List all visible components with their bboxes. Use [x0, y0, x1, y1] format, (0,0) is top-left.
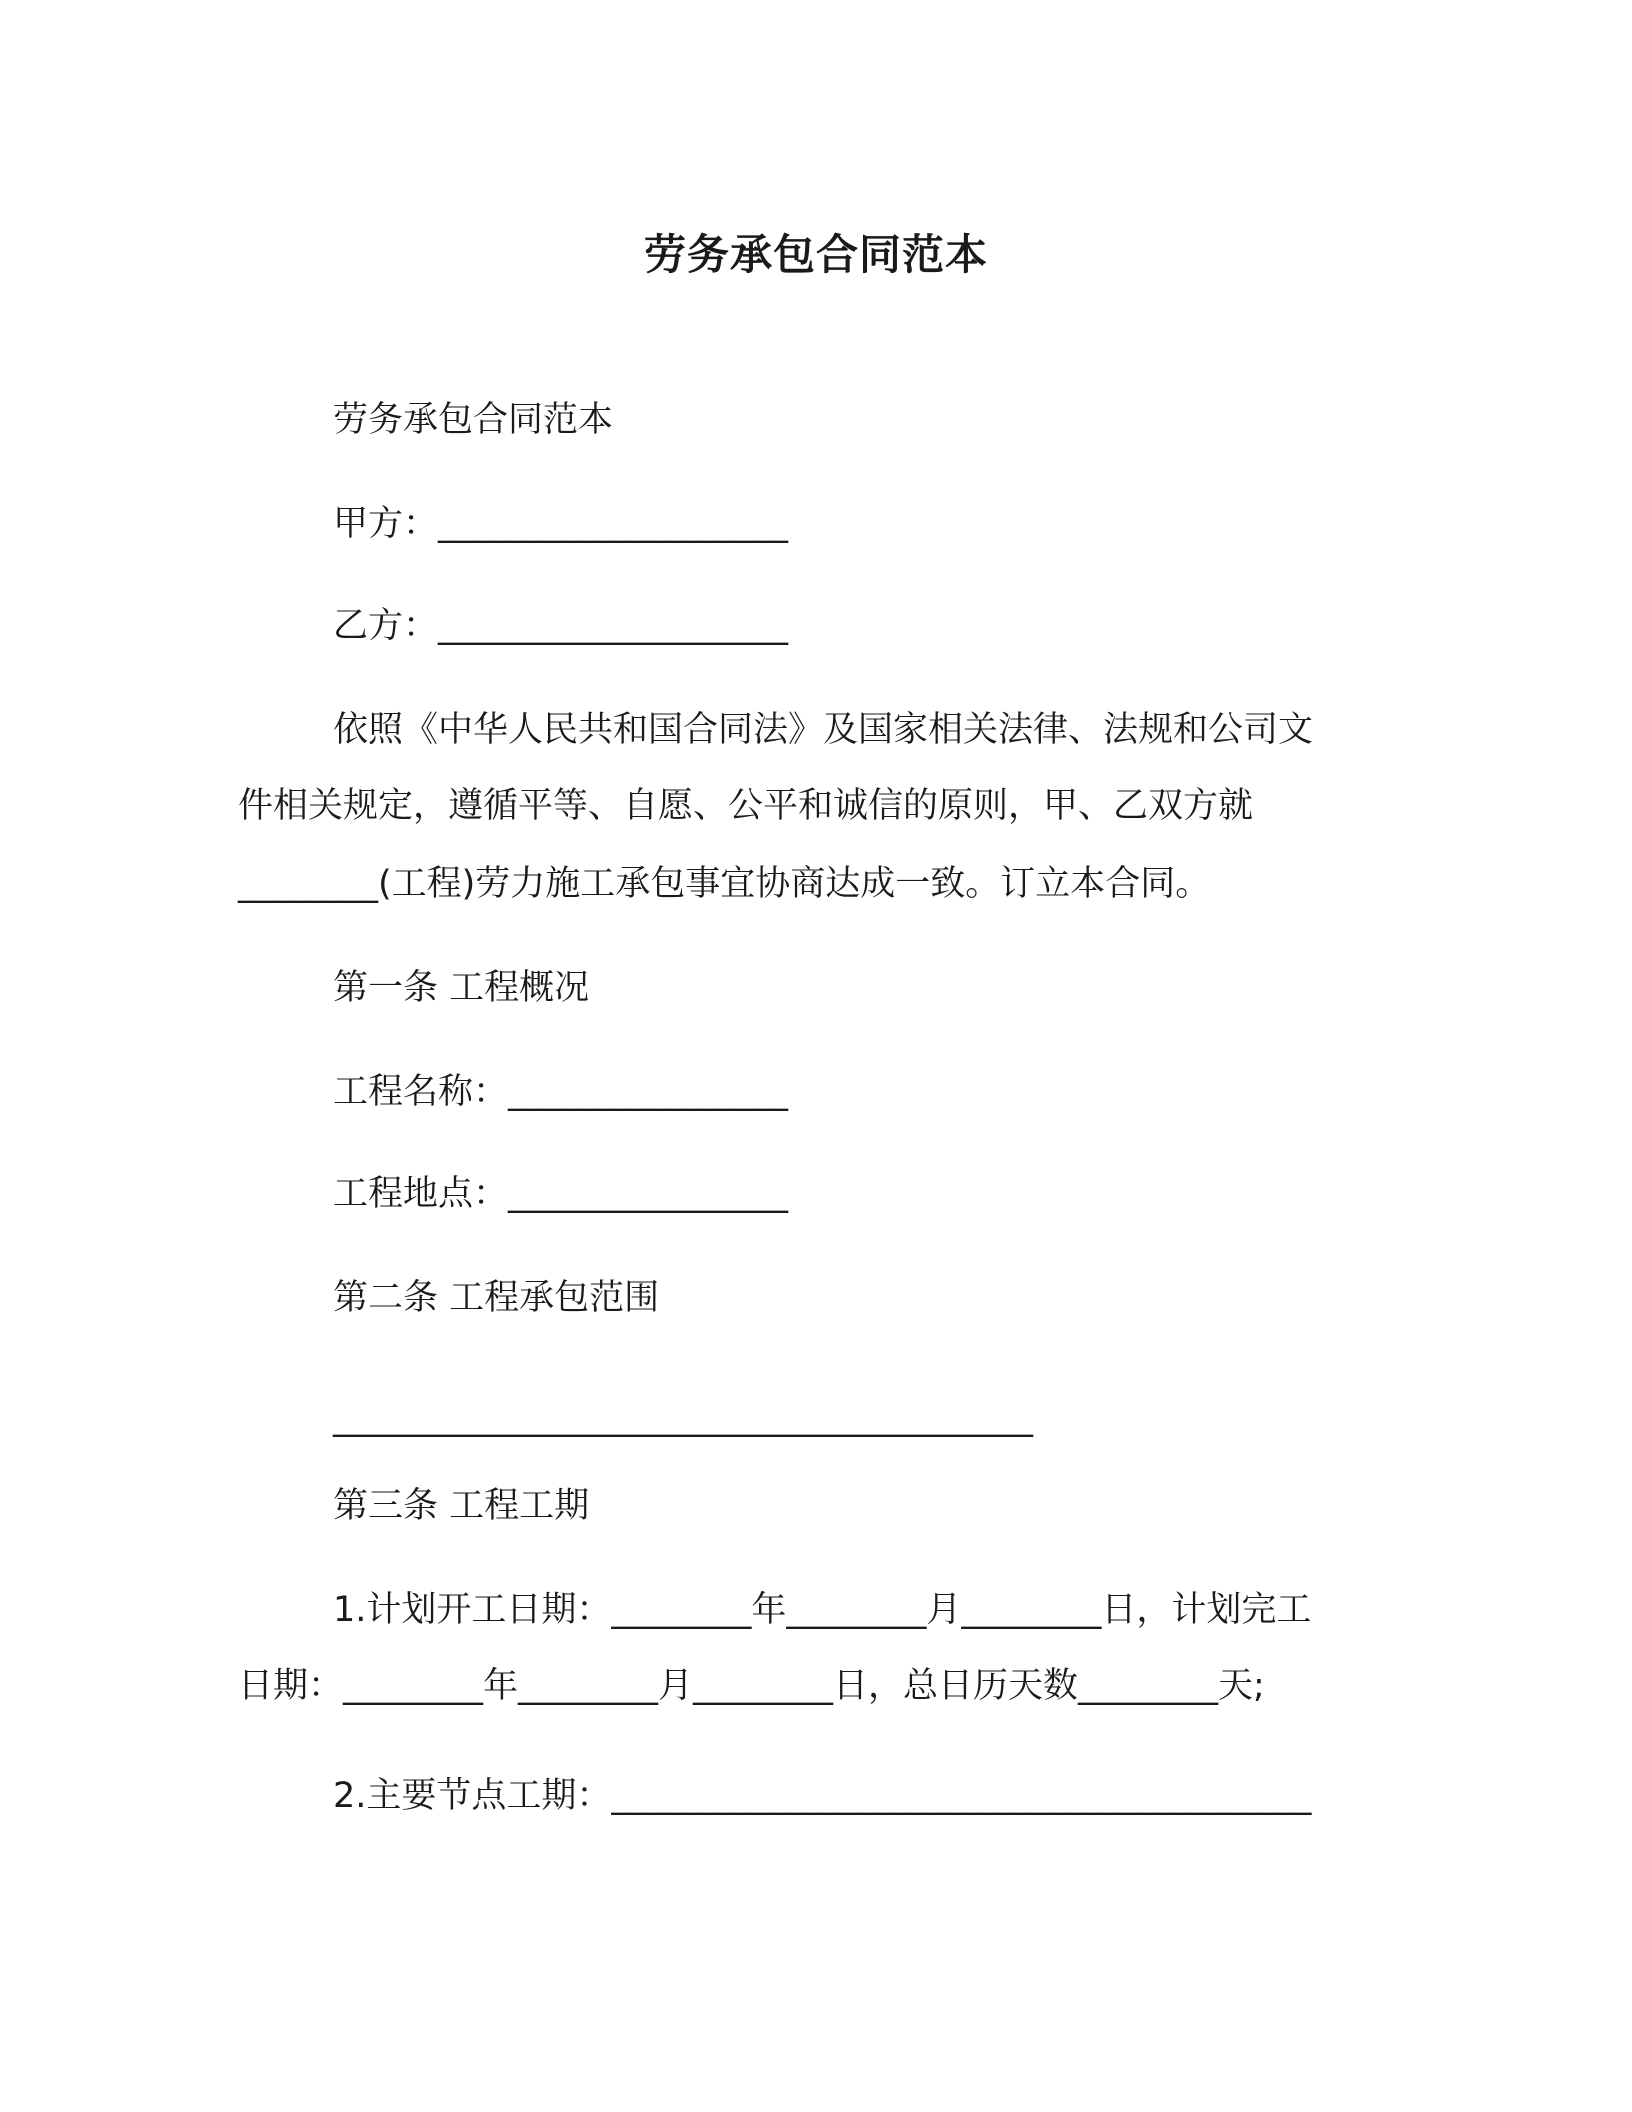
article-2-heading: 第二条 工程承包范围 [333, 1278, 660, 1318]
schedule-item-2: 2.主要节点工期：________________________________________ [333, 1776, 1312, 1816]
article-1-heading: 第一条 工程概况 [333, 968, 590, 1008]
schedule-item-1-line-1: 1.计划开工日期：________年________月________日，计划完工 [333, 1590, 1312, 1630]
document-title: 劳务承包合同范本 [643, 230, 988, 279]
scope-blank-line: ________________________________________ [333, 1398, 1033, 1438]
schedule-item-1-line-2: 日期：________年________月________日，总日历天数________天; [238, 1666, 1265, 1706]
preamble-line-1: 依照《中华人民共和国合同法》及国家相关法律、法规和公司文 [333, 710, 1314, 750]
document-subtitle: 劳务承包合同范本 [333, 400, 614, 440]
preamble-line-3: ________(工程)劳力施工承包事宜协商达成一致。订立本合同。 [238, 864, 1211, 904]
party-b-field: 乙方：____________________ [333, 606, 789, 646]
project-location-field: 工程地点：________________ [333, 1174, 789, 1214]
project-name-field: 工程名称：________________ [333, 1072, 789, 1112]
preamble-line-2: 件相关规定，遵循平等、自愿、公平和诚信的原则，甲、乙双方就 [238, 786, 1254, 826]
article-3-heading: 第三条 工程工期 [333, 1486, 590, 1526]
party-a-field: 甲方：____________________ [333, 504, 789, 544]
